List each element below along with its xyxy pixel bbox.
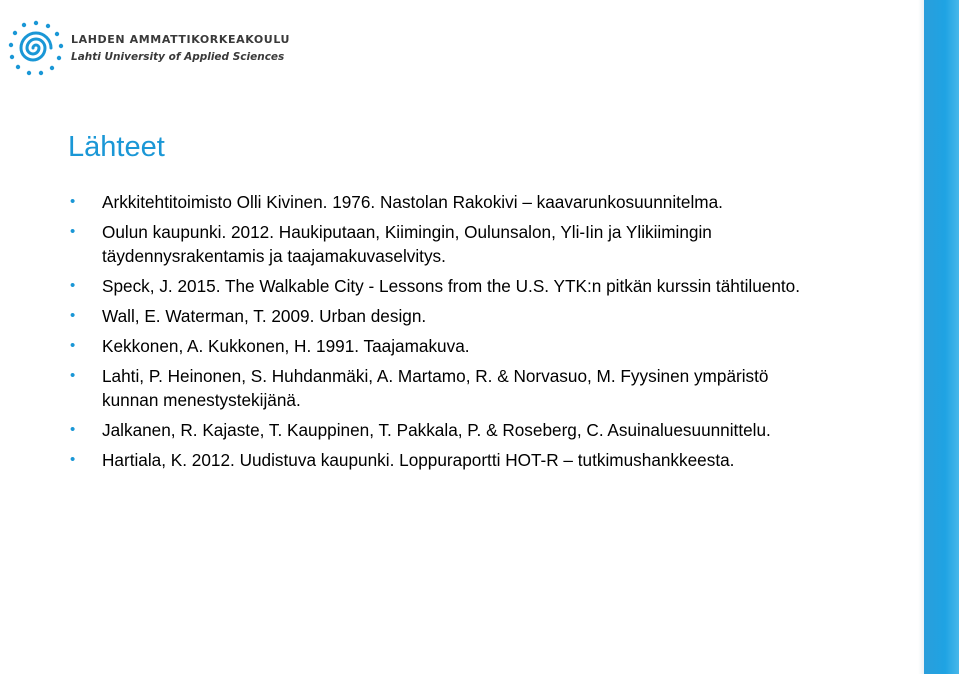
- spiral-logo-icon: [8, 20, 64, 76]
- university-logo: [8, 20, 291, 76]
- side-accent-bar: [924, 0, 959, 674]
- bullet-icon: •: [70, 307, 76, 324]
- reference-text: Kekkonen, A. Kukkonen, H. 1991. Taajamakuva.: [102, 336, 470, 356]
- reference-text: Arkkitehtitoimisto Olli Kivinen. 1976. Nastolan Rakokivi – kaavarunkosuunnitelma.: [102, 192, 723, 212]
- bullet-icon: •: [70, 367, 76, 384]
- page-title: Lähteet: [68, 131, 165, 163]
- bullet-icon: •: [70, 337, 76, 354]
- reference-text: Jalkanen, R. Kajaste, T. Kauppinen, T. Pakkala, P. & Roseberg, C. Asuinaluesuunnittelu.: [102, 420, 771, 440]
- university-name: LAHDEN AMMATTIKORKEAKOULU: [71, 33, 291, 46]
- reference-text: Oulun kaupunki. 2012. Haukiputaan, Kiimingin, Oulunsalon, Yli-Iin ja Ylikiimingin täydennysrakentamis ja taajamakuvaselvitys.: [102, 222, 712, 266]
- list-item: [68, 220, 828, 268]
- bullet-icon: •: [70, 193, 76, 210]
- reference-text: Hartiala, K. 2012. Uudistuva kaupunki. Loppuraportti HOT-R – tutkimushankkeesta.: [102, 450, 735, 470]
- list-item: [68, 334, 828, 358]
- reference-list: [68, 190, 828, 478]
- bullet-icon: •: [70, 421, 76, 438]
- list-item: [68, 448, 828, 472]
- bullet-icon: •: [70, 277, 76, 294]
- bullet-icon: •: [70, 451, 76, 468]
- university-subtitle: Lahti University of Applied Sciences: [71, 51, 285, 63]
- list-item: [68, 418, 828, 442]
- list-item: [68, 274, 828, 298]
- list-item: [68, 190, 828, 214]
- list-item: [68, 364, 828, 412]
- reference-text: Speck, J. 2015. The Walkable City - Lessons from the U.S. YTK:n pitkän kurssin tähtiluento.: [102, 276, 801, 296]
- bullet-icon: •: [70, 223, 76, 240]
- list-item: [68, 304, 828, 328]
- reference-text: Wall, E. Waterman, T. 2009. Urban design.: [102, 306, 427, 326]
- reference-text: Lahti, P. Heinonen, S. Huhdanmäki, A. Martamo, R. & Norvasuo, M. Fyysinen ympäristö kunnan menestystekijänä.: [102, 366, 769, 410]
